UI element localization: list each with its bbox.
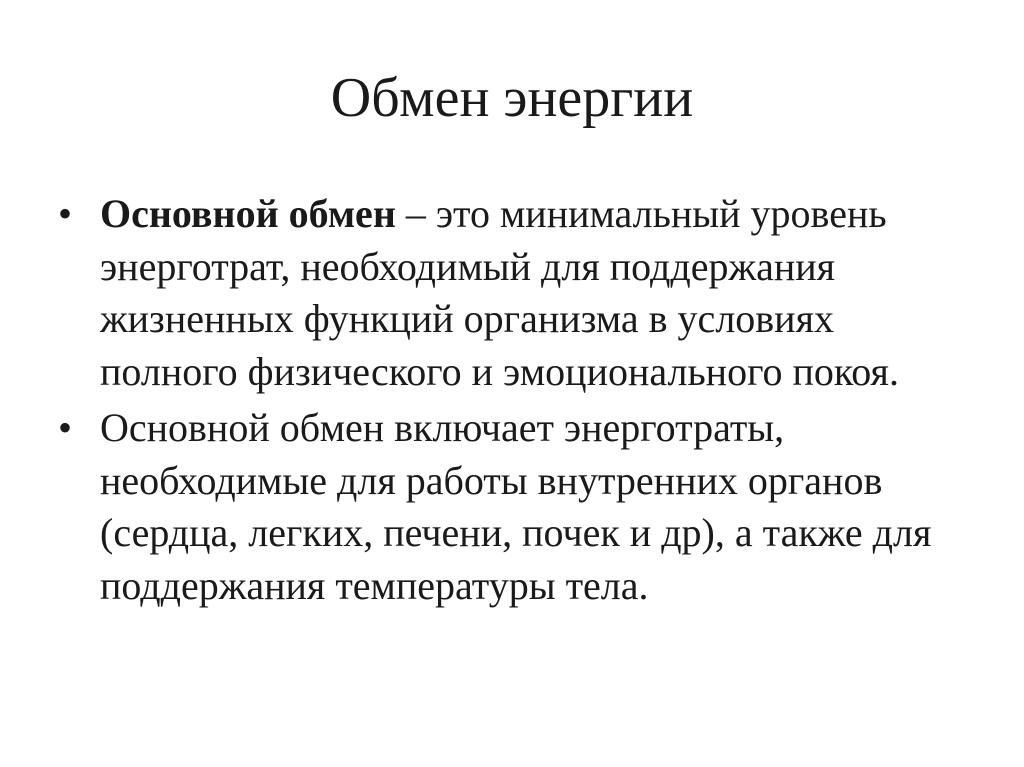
bullet-item-basal-metabolism-includes — [58, 402, 968, 612]
bullet-term: Основной обмен — [100, 191, 396, 236]
bullet-icon: • — [58, 405, 73, 450]
bullet-text: Основной обмен включает энерготраты, необходимые для работы внутренних органов (сердца, легких, печени, почек и др), а также для поддержания температуры тела. — [100, 405, 932, 608]
bullet-item-basal-metabolism-definition — [58, 188, 968, 398]
bullet-list — [58, 188, 968, 616]
slide-title: Обмен энергии — [330, 67, 694, 129]
bullet-icon: • — [58, 191, 73, 236]
bullet-text: – это минимальный уровень энерготрат, необходимый для поддержания жизненных функций организма в условиях полного физического и эмоционального покоя. — [100, 191, 899, 394]
